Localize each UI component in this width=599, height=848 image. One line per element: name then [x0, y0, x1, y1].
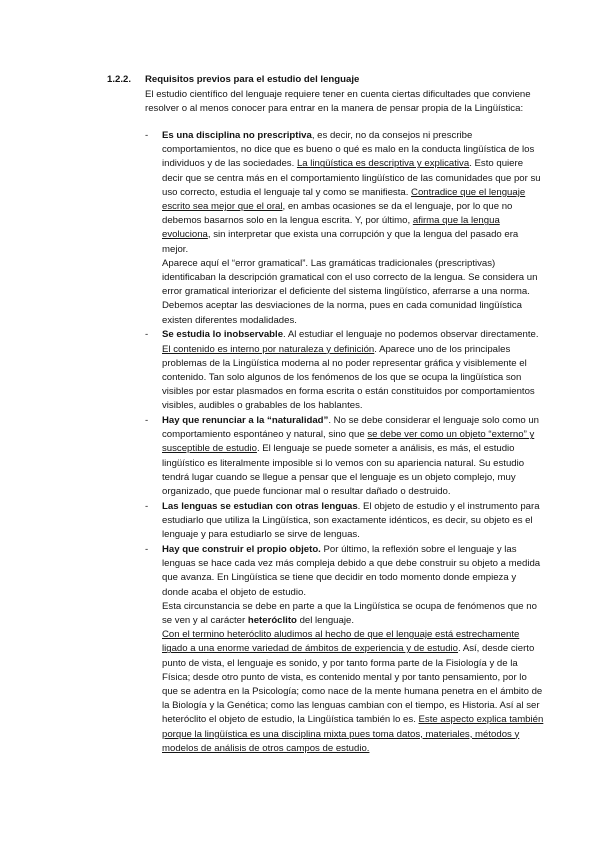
item-text: , sin interpretar que exista una corrupción y que la lengua del pasado era mejor. — [162, 229, 519, 255]
item-text: . Aparece uno de los principales problemas de la Lingüística moderna al no poder representar gráfica y visiblemente el contenido. Tan solo algunos de los fenómenos de los que se ocupa la lingüística son visibles por estar plasmados en forma escrita o están constituidos por comportamientos visibles, audibles o grabables de los hablantes. — [162, 343, 535, 412]
item-paragraph — [162, 328, 545, 413]
section-number: 1.2.2. — [107, 74, 132, 85]
underlined-text: Contradice que el lenguaje escrito sea mejor que el oral — [162, 186, 526, 213]
underlined-text: afirma que la lengua evoluciona — [162, 215, 500, 241]
list-item — [145, 543, 545, 756]
list-item — [145, 500, 545, 543]
bullet-dash: - — [145, 500, 149, 512]
item-text: . Al estudiar el lenguaje no podemos observar directamente. — [283, 329, 539, 341]
item-paragraph — [162, 500, 545, 543]
item-text: , en ambas ocasiones se da el lenguaje, por lo que no debemos basarnos solo en la lengua escrita. Y, por último, — [162, 201, 513, 227]
item-title: Hay que construir el propio objeto. — [162, 543, 321, 555]
underlined-text: Con el termino heteróclito aludimos al hecho de que el lenguaje está estrechamente ligado a una enorme variedad de ámbitos de experiencia y de estudio — [162, 629, 520, 655]
bullet-dash: - — [145, 329, 149, 341]
item-text: . Esto quiere decir que se centra más en el comportamiento lingüístico de las comunidades que por su uso correcto, estudia el lenguaje tal y como se manifiesta. — [162, 158, 541, 198]
item-title: Se estudia lo inobservable — [162, 329, 284, 341]
item-text: del lenguaje. — [296, 614, 354, 626]
item-subparagraph — [162, 628, 545, 756]
bullet-dash: - — [145, 130, 149, 141]
item-subparagraph — [162, 600, 545, 628]
item-title: Hay que renunciar a la “naturalidad” — [162, 415, 329, 427]
requirements-list — [145, 129, 545, 756]
section-heading — [107, 73, 359, 86]
item-text: . Así, desde cierto punto de vista, el lenguaje es sonido, y por tanto forma parte de la Fisiología y de la Física; desde otro punto de vista, es contenido mental y por tanto pensamiento, por lo que se adentra en la Psicología; como nace de la mente humana penetra en el ámbito de la Biología y la Genética; como las lenguas cambian con el tiempo, es Historia. Así al ser heteróclito el objeto de estudio, la Lingüística también lo es. — [162, 643, 543, 726]
underlined-text: Este aspecto explica también porque la lingüística es una disciplina mixta pues toma datos, materiales, métodos y modelos de análisis de otros campos de estudio. — [162, 714, 544, 754]
item-paragraph — [162, 129, 545, 257]
item-text: , es decir, no da consejos ni prescribe comportamientos, no dice que es bueno o qué es malo en la conducta lingüística de los individuos y de las sociedades. — [162, 130, 535, 170]
bold-term: heteróclito — [247, 614, 297, 626]
item-text: Esta circunstancia se debe en parte a que la Lingüística se ocupa de fenómenos que no se ven y al carácter — [162, 600, 537, 626]
item-subparagraph: Aparece aquí el “error gramatical”. Las gramáticas tradicionales (prescriptivas) identificaban la descripción gramatical con el uso correcto de la lengua. Se considera un error gramatical interiorizar el deficiente del sistema lingüístico, aferrarse a una norma. Debemos aceptar las desviaciones de la norma, pues en cada comunidad lingüística existen diferentes modalidades. — [162, 257, 538, 326]
underlined-text: El contenido es interno por naturaleza y definición — [162, 343, 375, 355]
item-text: . El lenguaje se puede someter a análisis, es más, el estudio lingüístico es literalmente imposible si lo vemos con su apariencia natural. Su estudio tendrá lugar cuando se llegue a pensar que el lenguaje es un objeto complejo, muy organizado, que puede funcionar mal o resultar dañado o destruido. — [162, 443, 525, 498]
item-title: Es una disciplina no prescriptiva — [162, 130, 312, 141]
intro-paragraph: El estudio científico del lenguaje requiere tener en cuenta ciertas dificultades que conviene resolver o al menos conocer para entrar en la manera de pensar propia de la Lingüística: — [145, 89, 531, 114]
list-item — [145, 414, 545, 499]
item-paragraph — [162, 543, 545, 600]
item-title: Las lenguas se estudian con otras lenguas — [162, 500, 358, 512]
item-text: Por último, la reflexión sobre el lenguaje y las lenguas se hace cada vez más compleja debido a que debe construir su objeto a medida que avanza. En Lingüística se tiene que decidir en todo momento donde empieza y donde acaba el objeto de estudio. — [162, 543, 541, 598]
item-text: . El objeto de estudio y el instrumento para estudiarlo que utiliza la Lingüística, son exactamente idénticos, es decir, su objeto es el lenguaje y para estudiarlo se sirve de lenguas. — [162, 500, 540, 541]
list-item — [145, 129, 545, 328]
item-paragraph — [162, 414, 545, 499]
underlined-text: La lingüística es descriptiva y explicativa — [296, 158, 470, 170]
underlined-text: se debe ver como un objeto “externo” y susceptible de estudio — [162, 429, 535, 455]
list-item — [145, 328, 545, 413]
bullet-dash: - — [145, 415, 149, 427]
bullet-dash: - — [145, 543, 149, 555]
item-text: . No se debe considerar el lenguaje solo como un comportamiento espontáneo y natural, sino que — [162, 415, 540, 441]
section-title: Requisitos previos para el estudio del lenguaje — [145, 74, 360, 85]
